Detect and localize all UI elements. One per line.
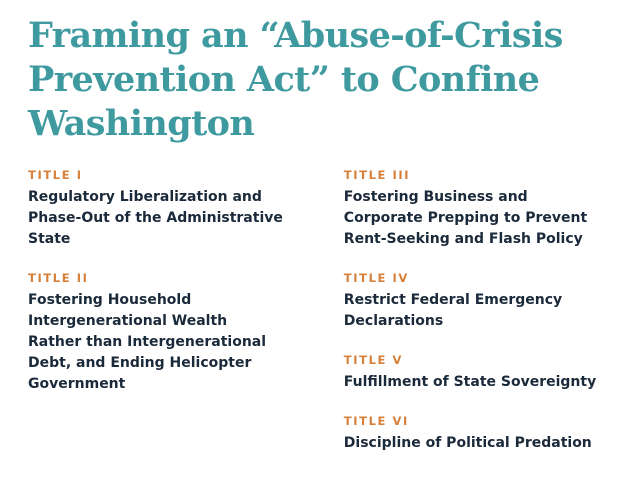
- title-label: TITLE II: [28, 271, 89, 285]
- title-line: Rent-Seeking and Flash Policy: [343, 231, 583, 247]
- title-label: TITLE V: [343, 353, 404, 367]
- title-item-2: [28, 271, 344, 395]
- title-line: Phase-Out of the Administrative: [28, 210, 283, 226]
- title-line: Regulatory Liberalization and: [28, 189, 262, 205]
- title-item-4: [344, 271, 630, 332]
- headline: [28, 14, 628, 146]
- title-text: [344, 290, 630, 332]
- titles-columns: [28, 168, 630, 475]
- title-line: Fostering Business and: [343, 189, 528, 205]
- title-line: Fulfillment of State Sovereignty: [343, 374, 597, 390]
- title-item-6: [344, 414, 630, 454]
- title-line: Rather than Intergenerational: [28, 334, 267, 350]
- title-label: TITLE IV: [343, 271, 409, 285]
- title-text: [344, 433, 630, 454]
- title-line: Restrict Federal Emergency: [343, 292, 563, 308]
- headline-line: Framing an “Abuse-of-Crisis: [28, 15, 563, 56]
- title-line: Declarations: [343, 313, 444, 329]
- headline-line: Washington: [28, 103, 255, 144]
- title-text: [28, 187, 344, 250]
- title-line: State: [28, 231, 71, 247]
- title-line: Discipline of Political Predation: [343, 435, 592, 451]
- title-label: TITLE VI: [343, 414, 409, 428]
- right-column: [344, 168, 630, 475]
- title-item-5: [344, 353, 630, 393]
- title-label: TITLE I: [28, 168, 83, 182]
- title-text: [28, 290, 344, 395]
- left-column: [28, 168, 344, 475]
- headline-line: Prevention Act” to Confine: [28, 59, 540, 100]
- title-line: Intergenerational Wealth: [28, 313, 228, 329]
- title-label: TITLE III: [343, 168, 411, 182]
- title-text: [344, 187, 630, 250]
- title-line: Fostering Household: [28, 292, 192, 308]
- title-line: Corporate Prepping to Prevent: [343, 210, 588, 226]
- title-line: Debt, and Ending Helicopter: [28, 355, 252, 371]
- title-item-3: [344, 168, 630, 250]
- title-item-1: [28, 168, 344, 250]
- title-text: [344, 372, 630, 393]
- title-line: Government: [28, 376, 126, 392]
